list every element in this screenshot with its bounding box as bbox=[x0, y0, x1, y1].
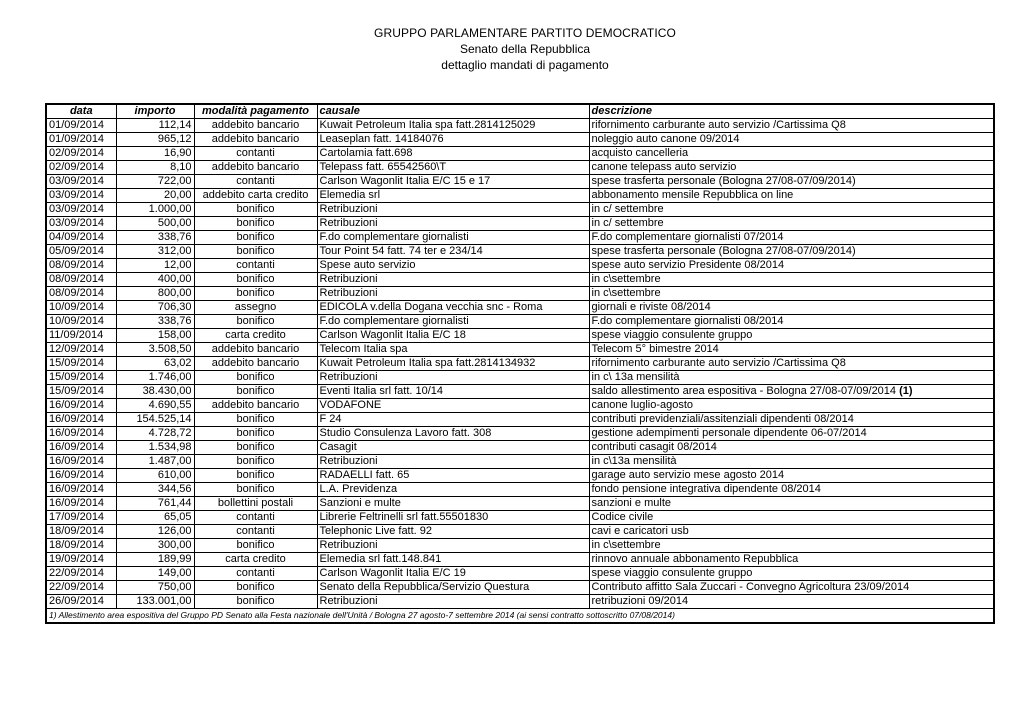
cell-importo: 300,00 bbox=[116, 539, 194, 553]
cell-data: 22/09/2014 bbox=[46, 581, 116, 595]
cell-descrizione bbox=[589, 329, 994, 343]
cell-importo: 20,00 bbox=[116, 189, 194, 203]
description-text: rinnovo annuale abbonamento Repubblica bbox=[591, 553, 799, 565]
table-row bbox=[46, 133, 994, 147]
cell-modalita: bonifico bbox=[194, 371, 317, 385]
table-row bbox=[46, 371, 994, 385]
table-row bbox=[46, 427, 994, 441]
cell-importo: 338,76 bbox=[116, 315, 194, 329]
cell-data: 01/09/2014 bbox=[46, 133, 116, 147]
cell-data: 18/09/2014 bbox=[46, 539, 116, 553]
cell-causale: Senato della Repubblica/Servizio Questura bbox=[317, 581, 589, 595]
table-row bbox=[46, 329, 994, 343]
cell-modalita: bonifico bbox=[194, 385, 317, 399]
cell-importo: 133.001,00 bbox=[116, 595, 194, 609]
cell-modalita: bonifico bbox=[194, 245, 317, 259]
footnote: 1) Allestimento area espositiva del Gruppo PD Senato alla Festa nazionale dell'Unità / Bologna 27 agosto-7 settembre 2014 (ai sensi contratto sottoscritto 07/08/2014) bbox=[46, 609, 994, 624]
description-text: spese auto servizio Presidente 08/2014 bbox=[591, 259, 785, 271]
document-header bbox=[0, 25, 1024, 73]
header-title: GRUPPO PARLAMENTARE PARTITO DEMOCRATICO bbox=[374, 26, 676, 40]
cell-causale: Telecom Italia spa bbox=[317, 343, 589, 357]
cell-data: 04/09/2014 bbox=[46, 231, 116, 245]
description-text: spese viaggio consulente gruppo bbox=[591, 329, 753, 341]
cell-data: 03/09/2014 bbox=[46, 203, 116, 217]
cell-causale: Retribuzioni bbox=[317, 217, 589, 231]
cell-importo: 965,12 bbox=[116, 133, 194, 147]
cell-importo: 338,76 bbox=[116, 231, 194, 245]
table-row bbox=[46, 119, 994, 133]
description-text: in c\13a mensilità bbox=[591, 455, 677, 467]
column-header-modalita: modalità pagamento bbox=[194, 104, 317, 119]
cell-data: 18/09/2014 bbox=[46, 525, 116, 539]
cell-causale: Retribuzioni bbox=[317, 273, 589, 287]
table-row bbox=[46, 175, 994, 189]
cell-causale: Retribuzioni bbox=[317, 287, 589, 301]
description-text: saldo allestimento area espositiva - Bologna 27/08-07/09/2014 bbox=[591, 385, 900, 397]
description-text: spese trasferta personale (Bologna 27/08-07/09/2014) bbox=[591, 175, 856, 187]
cell-data: 16/09/2014 bbox=[46, 455, 116, 469]
cell-descrizione bbox=[589, 315, 994, 329]
cell-data: 16/09/2014 bbox=[46, 441, 116, 455]
table-row bbox=[46, 469, 994, 483]
cell-causale: Carlson Wagonlit Italia E/C 18 bbox=[317, 329, 589, 343]
cell-descrizione bbox=[589, 553, 994, 567]
cell-importo: 800,00 bbox=[116, 287, 194, 301]
cell-modalita: contanti bbox=[194, 175, 317, 189]
table-row bbox=[46, 287, 994, 301]
cell-importo: 1.534,98 bbox=[116, 441, 194, 455]
header-description: dettaglio mandati di pagamento bbox=[441, 58, 609, 72]
description-text: cavi e caricatori usb bbox=[591, 525, 689, 537]
cell-descrizione bbox=[589, 525, 994, 539]
cell-importo: 16,90 bbox=[116, 147, 194, 161]
cell-causale: Elemedia srl fatt.148.841 bbox=[317, 553, 589, 567]
description-text: canone telepass auto servizio bbox=[591, 161, 737, 173]
description-text: fondo pensione integrativa dipendente 08/2014 bbox=[591, 483, 821, 495]
cell-descrizione bbox=[589, 189, 994, 203]
description-text: F.do complementare giornalisti 08/2014 bbox=[591, 315, 784, 327]
cell-causale: EDICOLA v.della Dogana vecchia snc - Roma bbox=[317, 301, 589, 315]
table-row bbox=[46, 511, 994, 525]
cell-descrizione bbox=[589, 259, 994, 273]
cell-modalita: addebito bancario bbox=[194, 119, 317, 133]
description-text: retribuzioni 09/2014 bbox=[591, 595, 689, 607]
cell-importo: 610,00 bbox=[116, 469, 194, 483]
cell-importo: 722,00 bbox=[116, 175, 194, 189]
description-text: in c/ settembre bbox=[591, 217, 664, 229]
cell-descrizione bbox=[589, 287, 994, 301]
cell-data: 01/09/2014 bbox=[46, 119, 116, 133]
cell-importo: 65,05 bbox=[116, 511, 194, 525]
description-text: in c\settembre bbox=[591, 539, 661, 551]
cell-data: 15/09/2014 bbox=[46, 371, 116, 385]
description-text: gestione adempimenti personale dipendente 06-07/2014 bbox=[591, 427, 867, 439]
cell-modalita: contanti bbox=[194, 259, 317, 273]
cell-importo: 344,56 bbox=[116, 483, 194, 497]
cell-modalita: bonifico bbox=[194, 581, 317, 595]
cell-descrizione bbox=[589, 245, 994, 259]
cell-descrizione bbox=[589, 119, 994, 133]
cell-descrizione bbox=[589, 441, 994, 455]
cell-descrizione bbox=[589, 231, 994, 245]
cell-modalita: addebito carta credito bbox=[194, 189, 317, 203]
cell-modalita: bollettini postali bbox=[194, 497, 317, 511]
description-text: F.do complementare giornalisti 07/2014 bbox=[591, 231, 784, 243]
cell-descrizione bbox=[589, 133, 994, 147]
cell-data: 03/09/2014 bbox=[46, 217, 116, 231]
cell-descrizione bbox=[589, 427, 994, 441]
cell-descrizione bbox=[589, 175, 994, 189]
cell-data: 16/09/2014 bbox=[46, 427, 116, 441]
cell-descrizione bbox=[589, 273, 994, 287]
cell-descrizione bbox=[589, 581, 994, 595]
cell-importo: 1.746,00 bbox=[116, 371, 194, 385]
cell-causale: Cartolamia fatt.698 bbox=[317, 147, 589, 161]
cell-data: 03/09/2014 bbox=[46, 175, 116, 189]
cell-data: 10/09/2014 bbox=[46, 301, 116, 315]
table-row bbox=[46, 525, 994, 539]
cell-causale: Elemedia srl bbox=[317, 189, 589, 203]
cell-causale: VODAFONE bbox=[317, 399, 589, 413]
table-row bbox=[46, 539, 994, 553]
description-text: in c\settembre bbox=[591, 287, 661, 299]
cell-importo: 706,30 bbox=[116, 301, 194, 315]
table-row bbox=[46, 413, 994, 427]
table-row bbox=[46, 273, 994, 287]
cell-causale: Retribuzioni bbox=[317, 539, 589, 553]
description-text: contributi previdenziali/assitenziali dipendenti 08/2014 bbox=[591, 413, 854, 425]
table-header-row bbox=[46, 104, 994, 119]
cell-causale: Studio Consulenza Lavoro fatt. 308 bbox=[317, 427, 589, 441]
description-text: contributi casagit 08/2014 bbox=[591, 441, 717, 453]
cell-descrizione bbox=[589, 595, 994, 609]
description-text: garage auto servizio mese agosto 2014 bbox=[591, 469, 785, 481]
description-text: spese trasferta personale (Bologna 27/08-07/09/2014) bbox=[591, 245, 856, 257]
cell-data: 19/09/2014 bbox=[46, 553, 116, 567]
cell-causale: Kuwait Petroleum Italia spa fatt.2814134932 bbox=[317, 357, 589, 371]
table-row bbox=[46, 595, 994, 609]
cell-descrizione bbox=[589, 217, 994, 231]
cell-modalita: carta credito bbox=[194, 553, 317, 567]
cell-causale: Carlson Wagonlit Italia E/C 19 bbox=[317, 567, 589, 581]
cell-importo: 1.000,00 bbox=[116, 203, 194, 217]
description-text: sanzioni e multe bbox=[591, 497, 671, 509]
cell-modalita: bonifico bbox=[194, 539, 317, 553]
cell-causale: F.do complementare giornalisti bbox=[317, 231, 589, 245]
column-header-importo: importo bbox=[116, 104, 194, 119]
cell-causale: Casagit bbox=[317, 441, 589, 455]
cell-causale: Retribuzioni bbox=[317, 455, 589, 469]
cell-modalita: bonifico bbox=[194, 469, 317, 483]
footnote-row bbox=[46, 609, 994, 624]
cell-modalita: contanti bbox=[194, 147, 317, 161]
cell-descrizione bbox=[589, 511, 994, 525]
cell-modalita: bonifico bbox=[194, 287, 317, 301]
cell-importo: 761,44 bbox=[116, 497, 194, 511]
cell-causale: Retribuzioni bbox=[317, 595, 589, 609]
cell-importo: 149,00 bbox=[116, 567, 194, 581]
table-row bbox=[46, 385, 994, 399]
description-text: rifornimento carburante auto servizio /Cartissima Q8 bbox=[591, 357, 846, 369]
cell-modalita: bonifico bbox=[194, 483, 317, 497]
description-text: Codice civile bbox=[591, 511, 654, 523]
cell-data: 15/09/2014 bbox=[46, 385, 116, 399]
table-row bbox=[46, 245, 994, 259]
cell-data: 16/09/2014 bbox=[46, 413, 116, 427]
cell-descrizione bbox=[589, 203, 994, 217]
cell-data: 08/09/2014 bbox=[46, 273, 116, 287]
cell-causale: L.A. Previdenza bbox=[317, 483, 589, 497]
cell-modalita: bonifico bbox=[194, 315, 317, 329]
cell-importo: 750,00 bbox=[116, 581, 194, 595]
cell-causale: Kuwait Petroleum Italia spa fatt.2814125029 bbox=[317, 119, 589, 133]
cell-modalita: carta credito bbox=[194, 329, 317, 343]
cell-data: 03/09/2014 bbox=[46, 189, 116, 203]
cell-data: 05/09/2014 bbox=[46, 245, 116, 259]
table-row bbox=[46, 161, 994, 175]
cell-descrizione bbox=[589, 147, 994, 161]
table-row bbox=[46, 441, 994, 455]
cell-importo: 500,00 bbox=[116, 217, 194, 231]
cell-causale: Tour Point 54 fatt. 74 ter e 234/14 bbox=[317, 245, 589, 259]
cell-modalita: bonifico bbox=[194, 217, 317, 231]
header-subtitle: Senato della Repubblica bbox=[459, 42, 591, 56]
cell-modalita: addebito bancario bbox=[194, 357, 317, 371]
cell-importo: 189,99 bbox=[116, 553, 194, 567]
footnote-reference: (1) bbox=[899, 385, 913, 397]
payments-table bbox=[45, 103, 995, 624]
cell-descrizione bbox=[589, 357, 994, 371]
cell-modalita: contanti bbox=[194, 511, 317, 525]
description-text: Contributo affitto Sala Zuccari - Convegno Agricoltura 23/09/2014 bbox=[591, 581, 910, 593]
table-row bbox=[46, 315, 994, 329]
cell-data: 10/09/2014 bbox=[46, 315, 116, 329]
cell-data: 08/09/2014 bbox=[46, 259, 116, 273]
cell-importo: 154.525,14 bbox=[116, 413, 194, 427]
description-text: acquisto cancelleria bbox=[591, 147, 689, 159]
description-text: in c/ settembre bbox=[591, 203, 664, 215]
cell-importo: 1.487,00 bbox=[116, 455, 194, 469]
cell-data: 15/09/2014 bbox=[46, 357, 116, 371]
cell-data: 02/09/2014 bbox=[46, 147, 116, 161]
cell-causale: Retribuzioni bbox=[317, 203, 589, 217]
cell-causale: RADAELLI fatt. 65 bbox=[317, 469, 589, 483]
cell-modalita: bonifico bbox=[194, 595, 317, 609]
cell-descrizione bbox=[589, 161, 994, 175]
description-text: rifornimento carburante auto servizio /Cartissima Q8 bbox=[591, 119, 846, 131]
cell-modalita: bonifico bbox=[194, 427, 317, 441]
cell-causale: Sanzioni e multe bbox=[317, 497, 589, 511]
table-row bbox=[46, 483, 994, 497]
cell-descrizione bbox=[589, 343, 994, 357]
cell-importo: 4.728,72 bbox=[116, 427, 194, 441]
cell-data: 11/09/2014 bbox=[46, 329, 116, 343]
cell-modalita: contanti bbox=[194, 525, 317, 539]
cell-modalita: contanti bbox=[194, 567, 317, 581]
cell-causale: Retribuzioni bbox=[317, 371, 589, 385]
cell-modalita: addebito bancario bbox=[194, 133, 317, 147]
table-row bbox=[46, 567, 994, 581]
cell-modalita: assegno bbox=[194, 301, 317, 315]
column-header-causale: causale bbox=[317, 104, 589, 119]
cell-importo: 8,10 bbox=[116, 161, 194, 175]
cell-descrizione bbox=[589, 567, 994, 581]
cell-descrizione bbox=[589, 399, 994, 413]
cell-importo: 158,00 bbox=[116, 329, 194, 343]
table-row bbox=[46, 357, 994, 371]
cell-causale: Librerie Feltrinelli srl fatt.55501830 bbox=[317, 511, 589, 525]
table-row bbox=[46, 301, 994, 315]
cell-data: 02/09/2014 bbox=[46, 161, 116, 175]
table-row bbox=[46, 553, 994, 567]
cell-data: 22/09/2014 bbox=[46, 567, 116, 581]
cell-descrizione bbox=[589, 539, 994, 553]
description-text: in c\ 13a mensilità bbox=[591, 371, 680, 383]
description-text: giornali e riviste 08/2014 bbox=[591, 301, 711, 313]
description-text: abbonamento mensile Repubblica on line bbox=[591, 189, 794, 201]
description-text: noleggio auto canone 09/2014 bbox=[591, 133, 740, 145]
cell-importo: 112,14 bbox=[116, 119, 194, 133]
cell-importo: 63,02 bbox=[116, 357, 194, 371]
cell-importo: 400,00 bbox=[116, 273, 194, 287]
cell-modalita: bonifico bbox=[194, 273, 317, 287]
description-text: Telecom 5° bimestre 2014 bbox=[591, 343, 719, 355]
cell-modalita: addebito bancario bbox=[194, 343, 317, 357]
column-header-descrizione: descrizione bbox=[589, 104, 994, 119]
cell-importo: 3.508,50 bbox=[116, 343, 194, 357]
cell-modalita: bonifico bbox=[194, 455, 317, 469]
cell-causale: Telepass fatt. 65542560\T bbox=[317, 161, 589, 175]
table-row bbox=[46, 399, 994, 413]
cell-causale: F.do complementare giornalisti bbox=[317, 315, 589, 329]
cell-importo: 12,00 bbox=[116, 259, 194, 273]
table-row bbox=[46, 343, 994, 357]
cell-causale: Carlson Wagonlit Italia E/C 15 e 17 bbox=[317, 175, 589, 189]
cell-modalita: bonifico bbox=[194, 231, 317, 245]
cell-modalita: bonifico bbox=[194, 203, 317, 217]
cell-causale: Spese auto servizio bbox=[317, 259, 589, 273]
table-row bbox=[46, 147, 994, 161]
cell-descrizione bbox=[589, 301, 994, 315]
cell-causale: F 24 bbox=[317, 413, 589, 427]
cell-data: 12/09/2014 bbox=[46, 343, 116, 357]
cell-causale: Leaseplan fatt. 14184076 bbox=[317, 133, 589, 147]
cell-modalita: bonifico bbox=[194, 441, 317, 455]
table-row bbox=[46, 259, 994, 273]
table-row bbox=[46, 581, 994, 595]
cell-descrizione bbox=[589, 455, 994, 469]
cell-data: 17/09/2014 bbox=[46, 511, 116, 525]
cell-descrizione bbox=[589, 385, 994, 399]
cell-descrizione bbox=[589, 483, 994, 497]
cell-data: 08/09/2014 bbox=[46, 287, 116, 301]
table-row bbox=[46, 497, 994, 511]
cell-modalita: addebito bancario bbox=[194, 399, 317, 413]
cell-data: 16/09/2014 bbox=[46, 483, 116, 497]
cell-data: 26/09/2014 bbox=[46, 595, 116, 609]
table-row bbox=[46, 203, 994, 217]
cell-modalita: bonifico bbox=[194, 413, 317, 427]
description-text: spese viaggio consulente gruppo bbox=[591, 567, 753, 579]
cell-causale: Telephonic Live fatt. 92 bbox=[317, 525, 589, 539]
cell-data: 16/09/2014 bbox=[46, 469, 116, 483]
cell-descrizione bbox=[589, 413, 994, 427]
table-row bbox=[46, 455, 994, 469]
cell-descrizione bbox=[589, 371, 994, 385]
description-text: in c\settembre bbox=[591, 273, 661, 285]
column-header-data: data bbox=[46, 104, 116, 119]
table-row bbox=[46, 217, 994, 231]
cell-causale: Eventi Italia srl fatt. 10/14 bbox=[317, 385, 589, 399]
cell-importo: 38.430,00 bbox=[116, 385, 194, 399]
cell-modalita: addebito bancario bbox=[194, 161, 317, 175]
cell-importo: 312,00 bbox=[116, 245, 194, 259]
cell-descrizione bbox=[589, 497, 994, 511]
cell-data: 16/09/2014 bbox=[46, 497, 116, 511]
description-text: canone luglio-agosto bbox=[591, 399, 694, 411]
cell-importo: 126,00 bbox=[116, 525, 194, 539]
cell-data: 16/09/2014 bbox=[46, 399, 116, 413]
table-row bbox=[46, 189, 994, 203]
cell-descrizione bbox=[589, 469, 994, 483]
table-row bbox=[46, 231, 994, 245]
cell-importo: 4.690,55 bbox=[116, 399, 194, 413]
